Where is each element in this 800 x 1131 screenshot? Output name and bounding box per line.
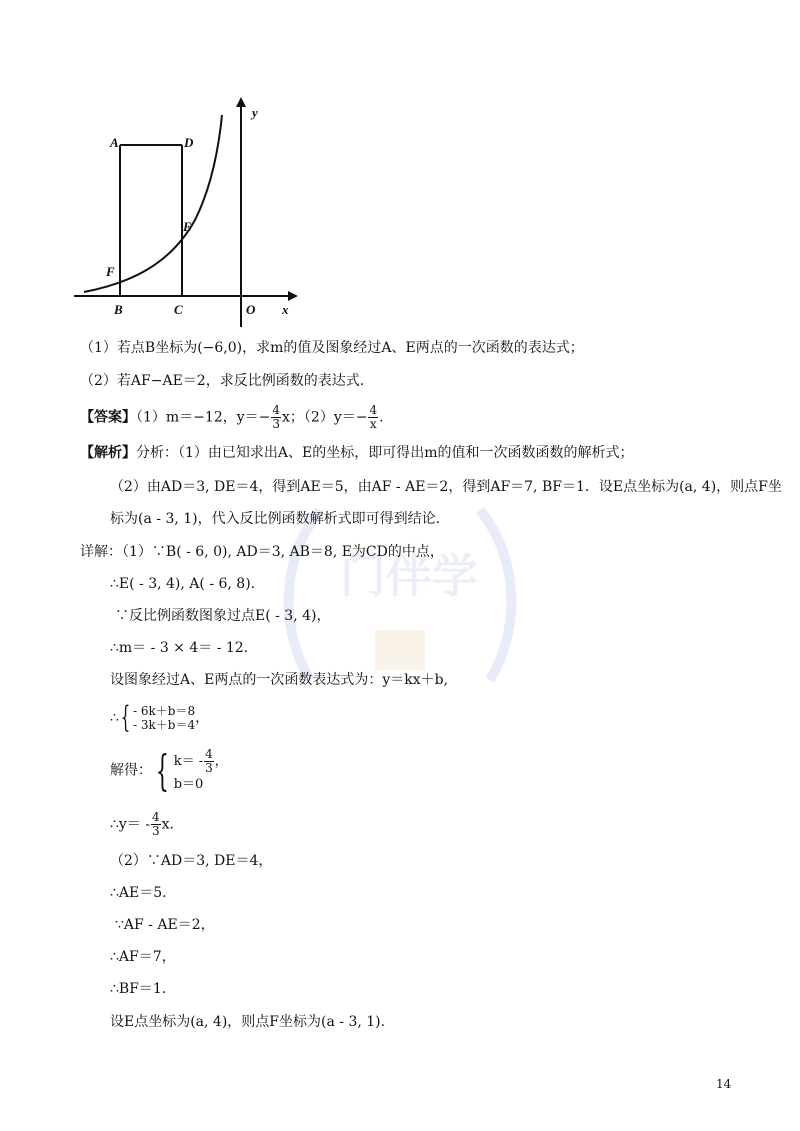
label-x: x (282, 302, 289, 317)
detail-line-13: ∴BF＝1. (110, 981, 167, 997)
detail-line-8 (110, 811, 174, 838)
y-expression-suffix: x. (161, 816, 174, 833)
detail-line-5: 设图象经过A、E两点的一次函数表达式为：y＝kx＋b, (110, 672, 449, 688)
detail-line-12: ∴AF＝7， (110, 949, 176, 965)
equation-1: - 6k＋b＝8 (133, 704, 196, 718)
system-comma: ， (195, 710, 210, 726)
label-y: y (252, 105, 258, 120)
y-axis-arrow (236, 97, 246, 107)
detail-line-6-system (110, 700, 210, 735)
therefore-symbol: ∴ (110, 710, 119, 726)
label-D: D (184, 135, 194, 150)
answer-part1-suffix: x；（2）y＝− (282, 409, 368, 426)
x-axis-arrow (288, 291, 298, 301)
detail-line-11: ∵AF - AE＝2， (115, 917, 215, 933)
watermark-text: 门伴学 (340, 549, 478, 603)
analysis-label: 【解析】 (80, 445, 136, 461)
answer-part1-prefix: （1）m＝−12，y＝− (136, 409, 271, 426)
y-expression-prefix: ∴y＝ - (110, 816, 150, 833)
detail-line-2: ∴E( - 3, 4), A( - 6, 8). (110, 576, 256, 592)
solve-label: 解得： (110, 762, 152, 779)
coordinate-figure (70, 95, 300, 335)
analysis-line-1 (80, 444, 634, 462)
detail-line-10: ∴AE＝5. (110, 885, 167, 901)
detail-line-7-solution (110, 745, 228, 795)
y-fraction: $\frac{4}{3}$ (152, 810, 160, 838)
detail-line-9: （2）∵AD＝3, DE＝4， (110, 853, 273, 869)
label-O: O (246, 302, 256, 317)
solution-system: k＝ - $\frac{4}{3}$ ， b＝0 (173, 747, 228, 792)
question-2: （2）若AF−AE＝2，求反比例函数的表达式. (80, 373, 365, 389)
detail-line-3: ∵反比例函数图象过点E( - 3, 4)， (115, 608, 331, 624)
equation-2: - 3k＋b＝4 (133, 718, 196, 732)
page-number: 14 (716, 1077, 732, 1091)
detail-line-4: ∴m＝ - 3 × 4＝ - 12. (110, 640, 249, 656)
label-F: F (106, 264, 115, 279)
detail-line-1: 详解：（1）∵B( - 6, 0), AD＝3, AB＝8, E为CD的中点， (80, 544, 444, 560)
left-brace: { (155, 745, 170, 795)
analysis-text-1: 分析：（1）由已知求出A、E的坐标，即可得出m的值和一次函数函数的解析式； (136, 445, 634, 461)
detail-line-14: 设E点坐标为(a, 4)，则点F坐标为(a - 3, 1). (110, 1014, 386, 1030)
label-C: C (174, 302, 183, 317)
answer-part2-suffix: . (379, 409, 384, 426)
answer-fraction-1: $\frac{4}{3}$ (272, 403, 281, 431)
k-value-text: k＝ - (173, 754, 204, 769)
answer-label: 【答案】 (80, 409, 136, 426)
b-value-text: b＝0 (173, 777, 204, 792)
label-A: A (110, 135, 119, 150)
k-fraction: $\frac{4}{3}$ (205, 747, 213, 775)
answer-line (80, 404, 384, 431)
hyperbola-curve (84, 115, 222, 292)
analysis-line-2: （2）由AD＝3, DE＝4，得到AE＝5，由AF - AE＝2，得到AF＝7, BF＝1．设E点坐标为(a, 4)，则点F坐 (110, 479, 782, 495)
equation-system (133, 704, 195, 732)
left-brace: { (120, 700, 131, 735)
question-1: （1）若点B坐标为(−6,0)，求m的值及图象经过A、E两点的一次函数的表达式； (80, 340, 584, 356)
label-E: E (183, 219, 192, 234)
analysis-line-3: 标为(a - 3, 1)，代入反比例函数解析式即可得到结论. (110, 511, 441, 527)
label-B: B (114, 302, 123, 317)
answer-fraction-2: $\frac{4}{x}$ (369, 403, 378, 431)
